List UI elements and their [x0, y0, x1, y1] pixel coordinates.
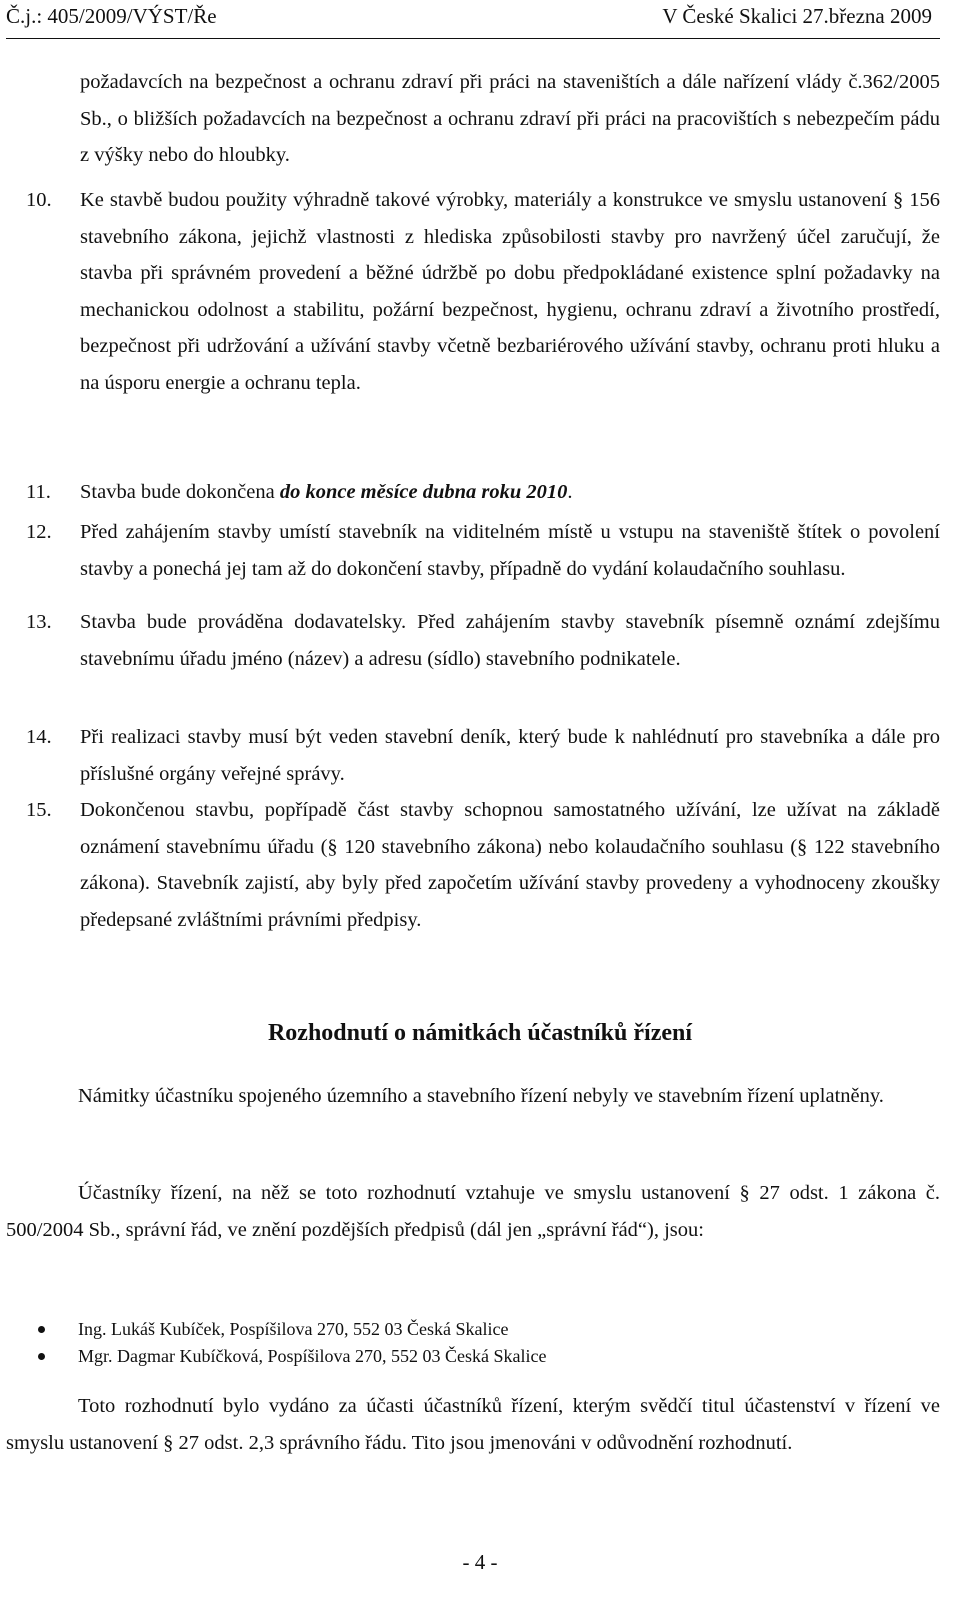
closing-paragraph	[6, 1388, 940, 1461]
item-number: 10.	[26, 189, 52, 211]
item-number: 11.	[26, 481, 51, 503]
list-item	[38, 1316, 546, 1343]
item-number: 15.	[26, 799, 52, 821]
item-text-plain: Stavba bude dokončena	[80, 481, 280, 503]
condition-item-15	[26, 792, 940, 938]
completion-deadline: do konce měsíce dubna roku 2010	[279, 481, 568, 503]
header-rule	[6, 38, 940, 39]
continuation-paragraph: požadavcích na bezpečnost a ochranu zdraví při práci na staveništích a dále nařízení vlády č.362/2005 Sb., o bližších požadavcích na bezpečnost a ochranu zdraví při práci na pracovištích s nebezpečím pádu z výšky nebo do hloubky.	[80, 71, 940, 166]
list-item	[38, 1343, 546, 1370]
item-text: Před zahájením stavby umístí stavebník na viditelném místě u vstupu na staveniště štítek o povolení stavby a ponechá jej tam až do dokončení stavby, případně do vydání kolaudačního souhlasu.	[80, 521, 940, 580]
participants-list	[38, 1316, 546, 1370]
condition-item-13	[26, 604, 940, 677]
objections-text: Námitky účastníku spojeného územního a stavebního řízení nebyly ve stavebním řízení uplatněny.	[78, 1085, 884, 1107]
reference-number: Č.j.: 405/2009/VÝST/Ře	[6, 4, 217, 28]
item-text-end: .	[567, 481, 573, 503]
section-heading: Rozhodnutí o námitkách účastníků řízení	[267, 1020, 693, 1046]
condition-item-14	[26, 719, 940, 792]
participants-intro-text: Účastníky řízení, na něž se toto rozhodnutí vztahuje ve smyslu ustanovení § 27 odst. 1 zákona č. 500/2004 Sb., správní řád, ve znění pozdějších předpisů (dál jen „správní řád“), jsou:	[6, 1182, 940, 1241]
bullet-icon	[38, 1326, 45, 1333]
item-number: 13.	[26, 611, 52, 633]
item-text: Při realizaci stavby musí být veden stavební deník, který bude k nahlédnutí pro stavebníka a dále pro příslušné orgány veřejné správy.	[80, 726, 940, 785]
condition-item-10	[26, 182, 940, 401]
closing-text: Toto rozhodnutí bylo vydáno za účasti účastníků řízení, kterým svědčí titul účastenství v řízení ve smyslu ustanovení § 27 odst. 2,3 správního řádu. Tito jsou jmenováni v odůvodnění rozhodnutí.	[6, 1395, 940, 1454]
participant-name: Mgr. Dagmar Kubíčková, Pospíšilova 270, 552 03 Česká Skalice	[78, 1346, 547, 1366]
item-text	[80, 474, 940, 511]
page-number: - 4 -	[462, 1550, 498, 1574]
place-and-date: V České Skalici 27.března 2009	[662, 4, 932, 28]
item-number: 12.	[26, 521, 52, 543]
item-text: Ke stavbě budou použity výhradně takové výrobky, materiály a konstrukce ve smyslu ustanovení § 156 stavebního zákona, jejichž vlastnosti z hlediska způsobilosti stavby pro navržený účel zaručují, že stavba při správném provedení a běžné údržbě po dobu předpokládané existence splní požadavky na mechanickou odolnost a stabilitu, požární bezpečnost, hygienu, ochranu zdraví a životního prostředí, bezpečnost při udržování a užívání stavby včetně bezbariérového užívání stavby, ochranu proti hluku a na úsporu energie a ochranu tepla.	[80, 189, 940, 394]
bullet-icon	[38, 1353, 45, 1360]
page-header	[0, 0, 960, 44]
item-number: 14.	[26, 726, 52, 748]
item-text: Stavba bude prováděna dodavatelsky. Před zahájením stavby stavebník písemně oznámí zdejšímu stavebnímu úřadu jméno (název) a adresu (sídlo) stavebního podnikatele.	[80, 611, 940, 670]
participant-name: Ing. Lukáš Kubíček, Pospíšilova 270, 552 03 Česká Skalice	[78, 1319, 509, 1339]
objections-paragraph	[6, 1078, 940, 1115]
participants-intro-paragraph	[6, 1175, 940, 1248]
item-text: Dokončenou stavbu, popřípadě část stavby schopnou samostatného užívání, lze užívat na základě oznámení stavebnímu úřadu (§ 120 stavebního zákona) nebo kolaudačního souhlasu (§ 122 stavebního zákona). Stavebník zajistí, aby byly před započetím užívání stavby provedeny a vyhodnoceny zkoušky předepsané zvláštními právními předpisy.	[80, 799, 940, 931]
condition-item-11	[26, 474, 940, 511]
condition-item-12	[26, 514, 940, 587]
